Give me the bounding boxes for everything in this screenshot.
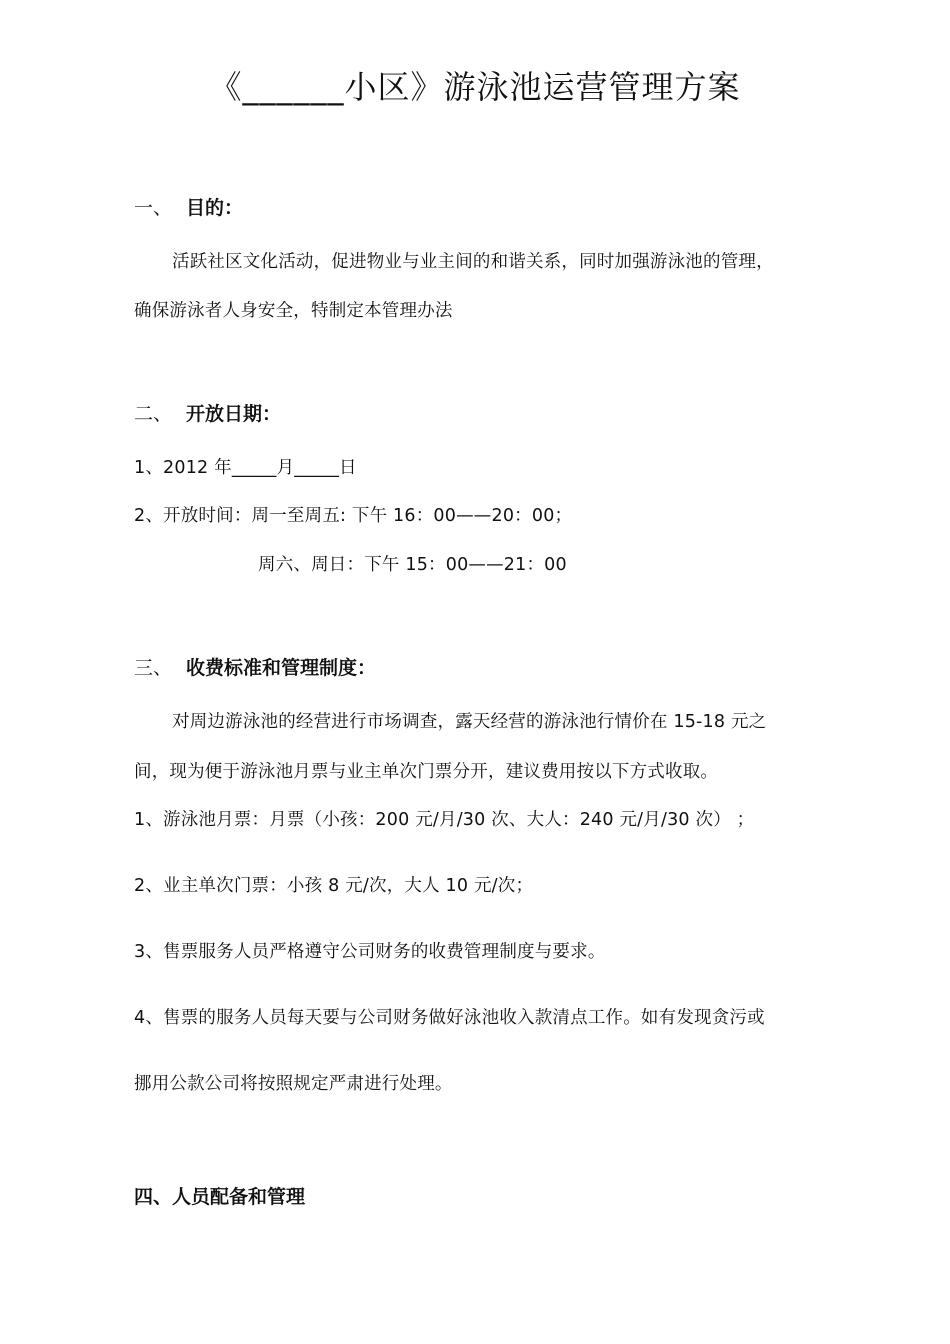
section-title: 目的： — [186, 197, 244, 219]
paragraph-line: 活跃社区文化活动，促进物业与业主间的和谐关系，同时加强游泳池的管理， — [172, 252, 774, 272]
list-item: 挪用公款公司将按照规定严肃进行处理。 — [134, 1074, 453, 1094]
section-3-heading — [134, 653, 376, 680]
list-item: 2、开放时间：周一至周五: 下午 16：00——20：00； — [134, 506, 573, 526]
paragraph-line: 对周边游泳池的经营进行市场调查，露天经营的游泳池行情价在 15-18 元之 — [172, 712, 767, 732]
paragraph-line: 确保游泳者人身安全，特制定本管理办法 — [134, 301, 453, 321]
list-item: 4、售票的服务人员每天要与公司财务做好泳池收入款清点工作。如有发现贪污或 — [134, 1008, 765, 1028]
list-item: 2、业主单次门票：小孩 8 元/次，大人 10 元/次； — [134, 876, 534, 896]
section-4-heading: 四、人员配备和管理 — [134, 1186, 306, 1208]
list-item: 1、2012 年_____月_____日 — [134, 458, 357, 478]
section-title: 收费标准和管理制度： — [186, 657, 377, 679]
section-number: 三、 — [134, 657, 173, 679]
section-2-heading — [134, 399, 281, 426]
section-number: 二、 — [134, 403, 173, 425]
section-number: 一、 — [134, 197, 173, 219]
list-item: 1、游泳池月票：月票（小孩：200 元/月/30 次、大人：240 元/月/30 次） ； — [134, 810, 755, 830]
list-item: 周六、周日：下午 15：00——21：00 — [258, 555, 567, 575]
section-1-heading — [134, 193, 243, 220]
section-title: 开放日期： — [186, 403, 282, 425]
list-item: 3、售票服务人员严格遵守公司财务的收费管理制度与要求。 — [134, 942, 606, 962]
paragraph-line: 间，现为便于游泳池月票与业主单次门票分开，建议费用按以下方式收取。 — [134, 762, 719, 782]
document-title: 《______小区》游泳池运营管理方案 — [209, 68, 741, 106]
